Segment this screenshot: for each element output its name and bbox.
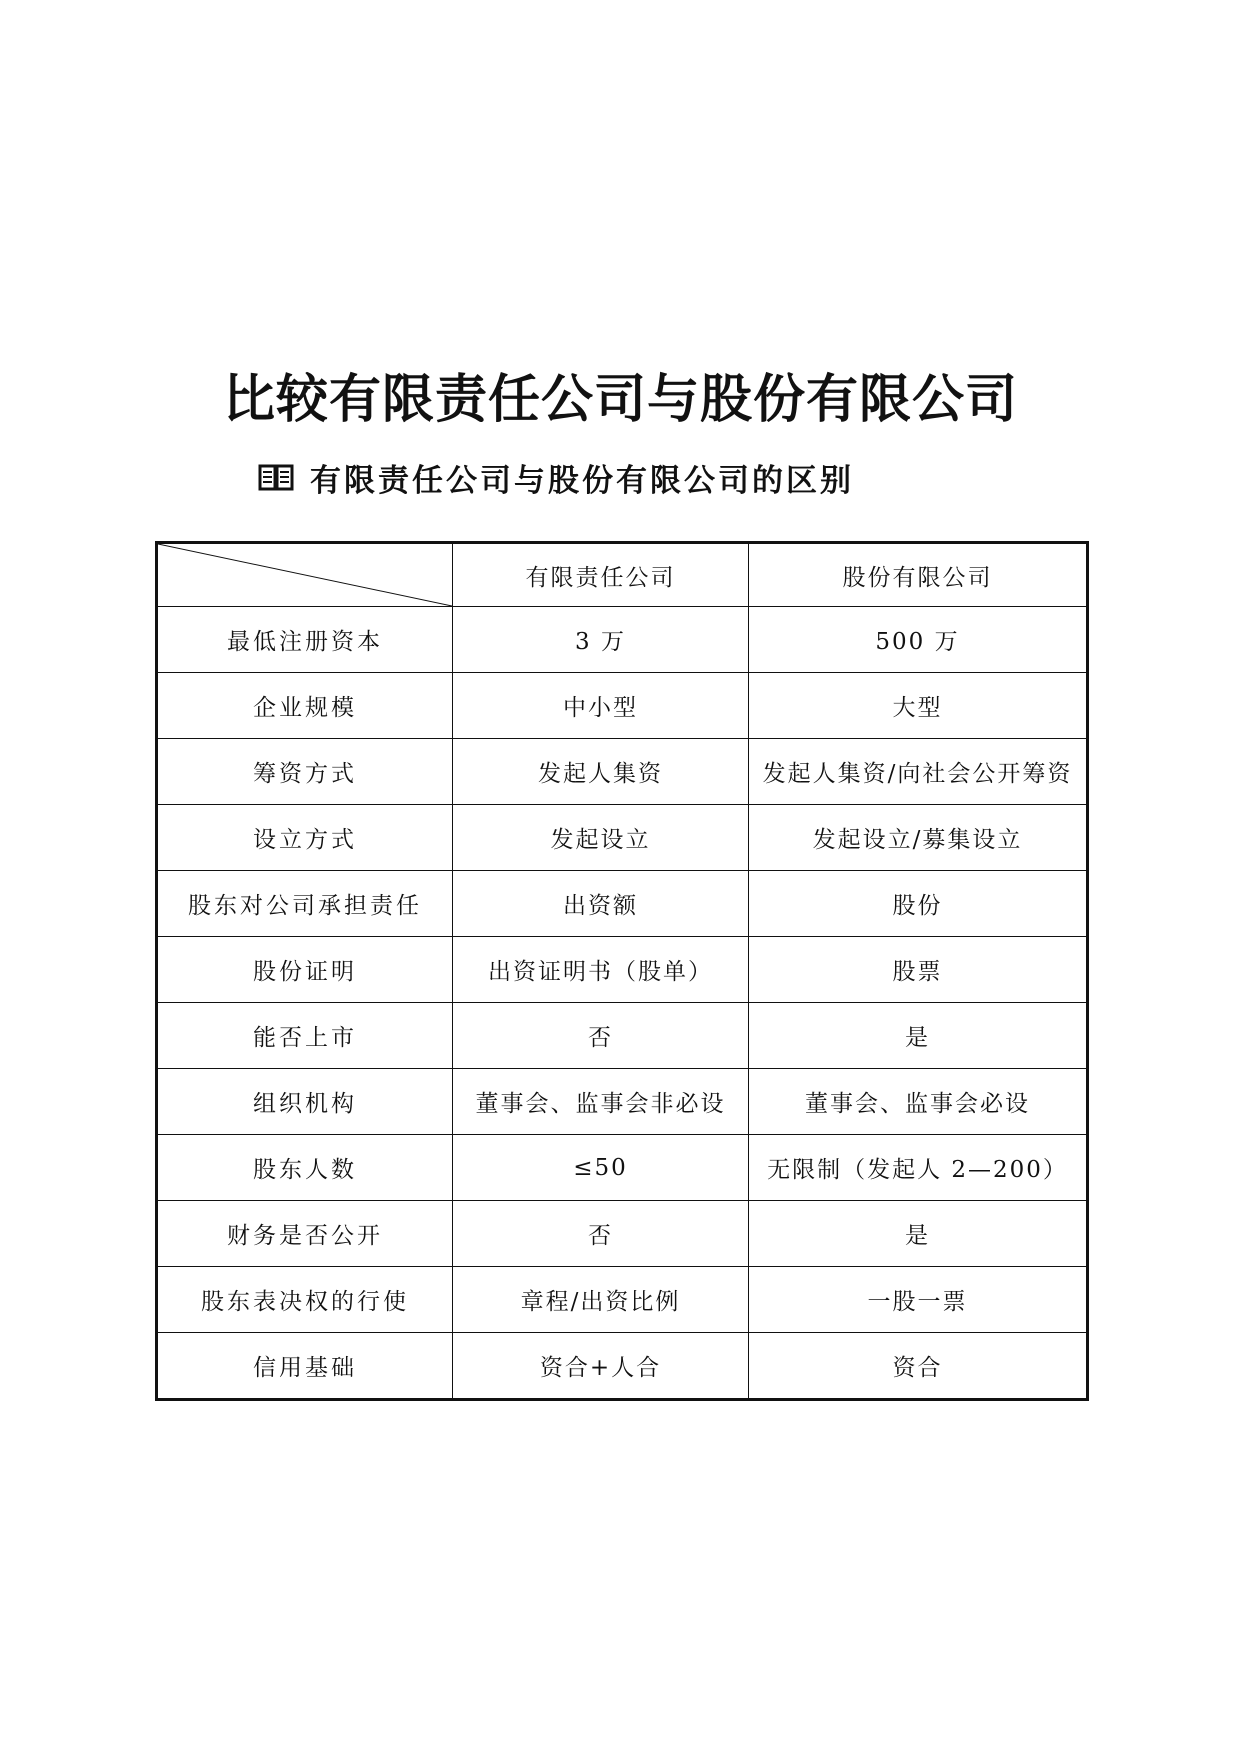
cell-joint-stock: 一股一票	[749, 1267, 1088, 1333]
row-label: 财务是否公开	[157, 1201, 453, 1267]
row-label: 股东表决权的行使	[157, 1267, 453, 1333]
table-row	[157, 1267, 1088, 1333]
cell-limited-liability: 董事会、监事会非必设	[453, 1069, 749, 1135]
table-row	[157, 1003, 1088, 1069]
cell-joint-stock: 发起设立/募集设立	[749, 805, 1088, 871]
open-book-icon	[258, 462, 294, 492]
cell-joint-stock: 大型	[749, 673, 1088, 739]
cell-limited-liability: 否	[453, 1003, 749, 1069]
header-joint-stock: 股份有限公司	[749, 543, 1088, 607]
cell-limited-liability: 发起人集资	[453, 739, 749, 805]
section-subtitle	[258, 455, 854, 499]
header-limited-liability: 有限责任公司	[453, 543, 749, 607]
cell-joint-stock: 资合	[749, 1333, 1088, 1400]
row-label: 组织机构	[157, 1069, 453, 1135]
table-header-row	[157, 543, 1088, 607]
cell-joint-stock: 无限制（发起人 2—200）	[749, 1135, 1088, 1201]
cell-limited-liability: 发起设立	[453, 805, 749, 871]
table-row	[157, 1333, 1088, 1400]
cell-joint-stock: 发起人集资/向社会公开筹资	[749, 739, 1088, 805]
table-row	[157, 871, 1088, 937]
row-label: 股份证明	[157, 937, 453, 1003]
page-title: 比较有限责任公司与股份有限公司	[222, 369, 1018, 430]
cell-joint-stock: 500 万	[749, 607, 1088, 673]
cell-limited-liability: 出资额	[453, 871, 749, 937]
cell-limited-liability: ≤50	[453, 1135, 749, 1201]
cell-joint-stock: 是	[749, 1201, 1088, 1267]
table-row	[157, 739, 1088, 805]
cell-limited-liability: 3 万	[453, 607, 749, 673]
row-label: 能否上市	[157, 1003, 453, 1069]
row-label: 股东对公司承担责任	[157, 871, 453, 937]
cell-joint-stock: 股票	[749, 937, 1088, 1003]
cell-limited-liability: 中小型	[453, 673, 749, 739]
row-label: 信用基础	[157, 1333, 453, 1400]
cell-joint-stock: 股份	[749, 871, 1088, 937]
cell-limited-liability: 出资证明书（股单）	[453, 937, 749, 1003]
table-row	[157, 1069, 1088, 1135]
row-label: 股东人数	[157, 1135, 453, 1201]
comparison-table	[155, 541, 1089, 1401]
subtitle-text: 有限责任公司与股份有限公司的区别	[310, 462, 854, 499]
row-label: 设立方式	[157, 805, 453, 871]
table-row	[157, 1135, 1088, 1201]
table-row	[157, 1201, 1088, 1267]
cell-limited-liability: 章程/出资比例	[453, 1267, 749, 1333]
diagonal-corner-cell	[157, 543, 453, 607]
row-label: 最低注册资本	[157, 607, 453, 673]
cell-joint-stock: 董事会、监事会必设	[749, 1069, 1088, 1135]
table-row	[157, 607, 1088, 673]
table-row	[157, 673, 1088, 739]
cell-limited-liability: 资合+人合	[453, 1333, 749, 1400]
row-label: 企业规模	[157, 673, 453, 739]
cell-limited-liability: 否	[453, 1201, 749, 1267]
table-row	[157, 805, 1088, 871]
cell-joint-stock: 是	[749, 1003, 1088, 1069]
table-row	[157, 937, 1088, 1003]
row-label: 筹资方式	[157, 739, 453, 805]
